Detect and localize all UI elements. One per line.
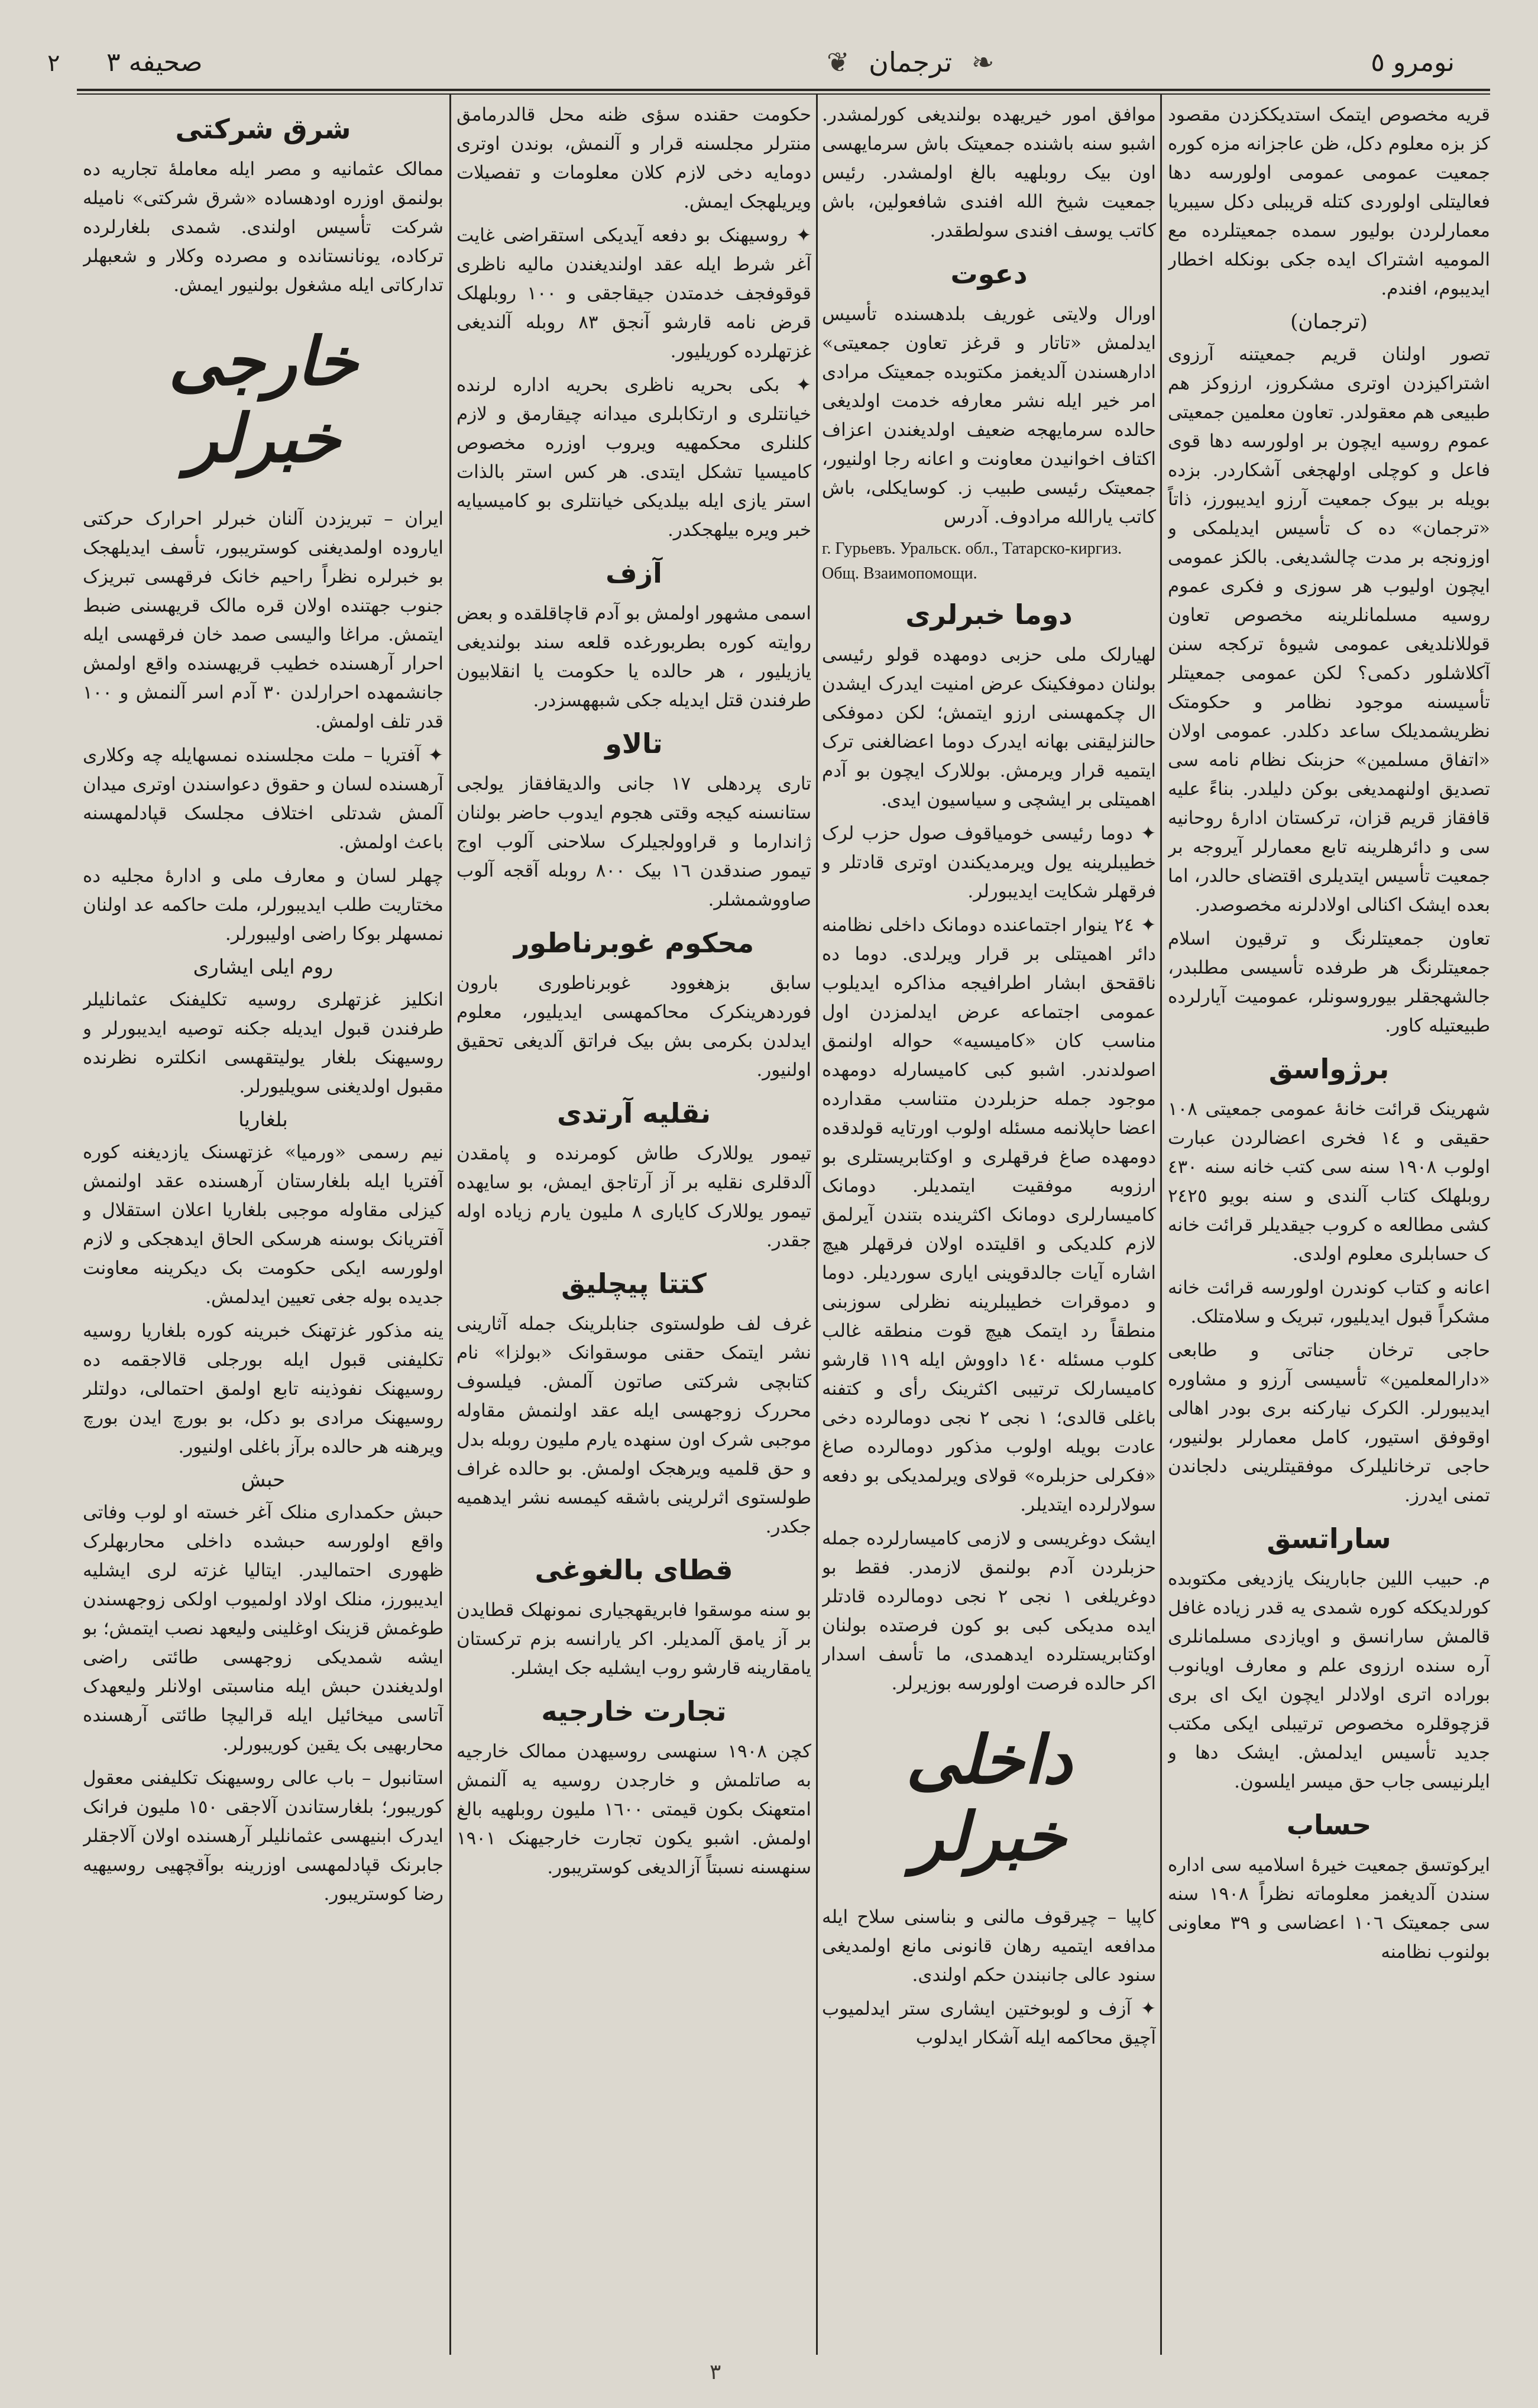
article-paragraph: م. حبیب اللین جابارینک یازدیغی مکتوبده کورلدیککه کوره شمدی یه قدر زیاده غافل قالمش سارانسق و اویازدی مسلمانلری آره سنده ارزوی علم و معارف اویانوب بوراده اتری اولادلر ایچون ایک ای بری قزچوقلره مخصوص ترتیبلی ایکی مکتب جدید تأسیس ایدلمش. ایشک دها و ایلرنیسی جاب حق میسر ایلسون. bbox=[1168, 1568, 1490, 1792]
article-paragraph: سابق بزهغوود غوبرناطوری بارون فوردهرینکرک محاکمهسی ایدیلیور، معلوم ایدلدن بکرمی بش بیک فراتق آلدیغی تحقیق اولنیور. bbox=[456, 972, 811, 1081]
article-subheading: بلغاریا bbox=[238, 1108, 288, 1132]
column-4 bbox=[83, 101, 443, 2390]
article-paragraph: لهیارلک ملی حزبی دومهده قولو رئیسی بولنان دموفکینک عرض امنیت ایدرک ایشدن ال چکمهسنی ارزو ایتمش؛ لکن دموفکی حالنزلیقنی بهانه ایدرک دوما اعضالغنی ترک ایتمیه قرار ویرمش. بوللارک ایچون بو آدم اهمیتلی بر ایشچی و سیاسیون ایدی. bbox=[822, 644, 1156, 810]
header-rule bbox=[77, 89, 1490, 91]
article-subheading: (ترجمان) bbox=[1290, 310, 1368, 334]
page-corner-number: ٢ bbox=[47, 50, 60, 77]
article-paragraph: اسمی مشهور اولمش بو آدم قاچاقلقده و بعض روایته کوره بطربورغده قلعه سند بولندیغی یازیلیور ، هر حالده یا حکومت یا انقلابیون طرفندن قتل ایدیله جکی شبههسزدر. bbox=[456, 603, 811, 711]
column-divider bbox=[816, 95, 818, 2355]
article-heading: حساب bbox=[1286, 1809, 1372, 1841]
masthead-title-text: ترجمان bbox=[869, 46, 953, 78]
section-banner-heading: داخلی خبرلر bbox=[906, 1721, 1072, 1876]
issue-number: نومرو ٥ bbox=[1371, 47, 1455, 77]
article-heading: برژواسق bbox=[1268, 1053, 1390, 1085]
article-heading: ساراتسق bbox=[1267, 1523, 1391, 1554]
article-heading: دعوت bbox=[950, 258, 1028, 290]
article-paragraph: ✦ بکی بحریه ناظری بحریه اداره لرنده خیانتلری و ارتکابلری میدانه چیقارمق و لازم کلنلری محکمهیه ویروب اوزره مخصوص کامیسیا تشکل ایتدی. هر کس استر بالذات استر یازی ایله بیلدیکی خیانتلری بو کامیسیایه خبر ویره بیلهجکدر. bbox=[456, 374, 811, 541]
article-paragraph: غرف لف طولستوی جنابلرینک جمله آثارینی نشر ایتمک حقنی موسقوانک «بولزا» نام کتابچی شرکتی صاتون آلمش. فیلسوف محررک زوجهسی ایله عقد اولنمش مقاوله موجبی شرک اون سنهده یارم ملیون روبله بدل و حق قلمیه ویرهجک اولمش. بو حالده غراف طولستوی اثرلرینی باشقه کیمسه نشر ایدهمیه جکدر. bbox=[456, 1313, 811, 1537]
column-2 bbox=[822, 101, 1156, 2390]
article-paragraph: چهلر لسان و معارف ملی و ادارهٔ مجلیه ده مختاریت طلب ایدیبورلر، ملت حاکمه عد اولنان نمسهلر بوکا راضی اولیبورلر. bbox=[83, 865, 443, 945]
article-paragraph: تاری پردهلی ۱۷ جانی والدیقافقاز یولجی ستانسنه کیجه وقتی هجوم ایدوب حاضر بولنان ژاندارما و قراوولجیلرک سلاحنی آلوب اوج تیمور صندقدن ۱٦ بیک ۸۰۰ روبله آقجه آلوب صاووشمشلر. bbox=[456, 773, 811, 910]
article-paragraph: ایشک دوغریسی و لازمی کامیسارلرده جمله حزبلردن آدم بولنمق لازمدر. فقط بو دوغریلغی ۱ نجی ۲ نجی دومالرده قادتلر ایده مدیکی کبی بو کون فرصتده بولنان اوکتابریستلرده ایدهمدی، ما تأسف اسدار اکر حالده فرصت اولورسه بوزیرلر. bbox=[822, 1528, 1156, 1694]
article-paragraph: قریه مخصوص ایتمک استدیککزدن مقصود کز بزه معلوم دکل، ظن عاجزانه مزه کوره جمعیت عمومی عمومی اولورسه دها فعالیتلی اولوردی کتله قریبلی دکل سیبریا معمارلردن بولیور سمده جمعیتلرده مع المومیه اشتراک ایده جکی بونکله اخطار ایدیبوم، افندم. bbox=[1168, 104, 1490, 299]
article-heading: تالاو bbox=[605, 728, 663, 759]
article-heading: شرق شرکتی bbox=[175, 113, 351, 145]
ornament-left-icon: ❦ bbox=[827, 46, 850, 78]
article-paragraph: اعانه و کتاب کوندرن اولورسه قرائت خانه مشکراً قبول ایدیلیور، تبریک و سلامتلک. bbox=[1168, 1277, 1490, 1327]
article-paragraph: ایرکوتسق جمعیت خیرهٔ اسلامیه سی اداره سندن آلدیغمز معلوماته نظراً ۱۹۰۸ سنه سی جمعیتک ۱۰٦ اعضاسی و ۳۹ معاونی بولنوب نظامنه bbox=[1168, 1854, 1490, 1963]
article-paragraph: ممالک عثمانیه و مصر ایله معاملهٔ تجاریه ده بولنمق اوزره اودهساده «شرق شرکتی» نامیله شرکت تأسیس اولندی. شمدی بلغارلرده ترکاده، یونانستانده و مصرده وکلار و شعبهلر تدارکاتی ایله مشغول بولنیور ایمش. bbox=[83, 159, 443, 296]
article-paragraph: ینه مذکور غزتهنک خبرینه کوره بلغاریا روسیه تکلیفنی قبول ایله بورجلی قالاجقمه ده روسیهنک نفوذینه تابع اولمق احتمالی، دولتلر روسیهنک مرادی بو دکل، بو بورچ ایدن بورچ ویرهنه هر حالده برآز باغلی اولنیور. bbox=[83, 1320, 443, 1457]
article-paragraph: حبش حکمداری منلک آغر خسته او لوب وفاتی واقع اولورسه حبشده داخلی محاربهلرک ظهوری احتمالیدر. ایتالیا غزته لری ایشلیه ایدیبورز، منلک اولاد اولمیوب اولکی زوجهسندن طوغمش قزینک اوغلینی ولیعهد نصب ایتمش؛ بو ایشه شمدیکی زوجهسی طائتی راضی اولدیغندن حبش ایله مناسبتی اولانلر ولیعهدک آتاسی میخائیل ایله قرالیچا طائتی آرهسنده محاربهیی بک یقین کوریبورلر. bbox=[83, 1502, 443, 1755]
ornament-right-icon: ❧ bbox=[971, 46, 995, 78]
header-rule-thin bbox=[77, 93, 1490, 95]
footer-page-number: ٣ bbox=[710, 2360, 721, 2384]
article-paragraph: تیمور یوللارک طاش کومرنده و پامقدن آلدقلری نقلیه بر آز آرتاجق ایمش، بو سایهده تیمور یوللارک کایاری ۸ ملیون یارم زیاده اوله جقدر. bbox=[456, 1143, 811, 1251]
section-banner-heading: خارجی خبرلر bbox=[168, 323, 358, 477]
article-heading: آزف bbox=[606, 557, 662, 589]
article-paragraph: استانبول – باب عالی روسیهنک تکلیفنی معقول کوریبور؛ بلغارستاندن آلاجقی ۱٥۰ ملیون فرانک ایدرک ابنیهسی عثمانلیلر آرهسنده اولان آلاجقلر جابرنک قپادلمهسی اوزرینه بوآقچهیی روسیهیه رضا کوستریبور. bbox=[83, 1767, 443, 1905]
article-heading: قطای بالغوغی bbox=[535, 1554, 733, 1586]
article-paragraph: حکومت حقنده سؤی ظنه محل قالدرمامق منترلر مجلسنه قرار و آلنمش، بوندن اوتری دومایه دخی لازم کلان معلومات و تفصیلات ویریلهجک ایمش. bbox=[456, 104, 811, 212]
article-heading: نقلیه آرتدی bbox=[556, 1097, 711, 1129]
page-header bbox=[47, 41, 1490, 89]
article-paragraph: بو سنه موسقوا فابریقهجیاری نمونهلک قطایدن بر آز یامق آلمدیلر. اکر یارانسه بزم ترکستان یامقارینه قارشو روب ایشلیه جک ایشلر. bbox=[456, 1599, 811, 1679]
article-paragraph: تصور اولنان قریم جمعیتنه آرزوی اشتراکیزدن اوتری مشکروز، ارزوکز هم طبیعی هم معقولدر. تعاون معلمین جمعیتی عموم روسیه ایچون بر اولورسه دها قوی فاعل و کوچلی اولهجغی آشکاردر. بزده بویله بر بیوک جمعیت آرزو ایدیبورز، ذاتاً «ترجمان» ده ک تأسیس ایدیلمکی و اوزونجه بر مدت چالشدیغی. بالکز عمومی ایچون اولیوب هر سوزی و فکری عموم روسیه مسلمانلرینه مخصوص تعاون قوللانلدیغی عمومی شیوهٔ ترکجه سنن آکلاشلور دکمی؟ لکن عمومی جمعیتلر تأسیسنه موجود نظامر و حکومتک نظریشمدیلک ساعد دکلدر. عمومی اولان «اتفاق مسلمین» حزبنک نظام نامه سی تصدیق اولنهمدیغی بوکن دلیلدر. بناءً علیه قافقاز قریم قزان، ترکستان ادارهٔ روحانیه سی و دائرهلرینه تابع معمارلر آیروجه بر جمعیت تأسیس ایتدیلری اقتضای حالدر، اما بعده ایشک اکنالی اولادلرنه مخصوصدر. bbox=[1168, 344, 1490, 916]
column-1 bbox=[1168, 101, 1490, 2390]
article-paragraph: ✦ آزف و لوبوختین ایشاری ستر ایدلمیوب آچیق محاکمه ایله آشکار ایدلوب bbox=[822, 1998, 1156, 2048]
article-paragraph: ✦ روسیهنک بو دفعه آیدیکی استقراضی غایت آغر شرط ایله عقد اولندیغندن مالیه ناظری قوقوفجف خدمتدن جیقاجقی و ۱۰۰ روبلهلک قرض نامه قارشو آنجق ۸۳ روبله آلندیغی غزتهلرده کوریلیور. bbox=[456, 225, 811, 362]
article-paragraph: کچن ۱۹۰۸ سنهسی روسیهدن ممالک خارجیه به صاتلمش و خارجدن روسیه یه آلنمش امتعهنک بکون قیمتی ۱٦۰۰ ملیون روبلهیه بالغ اولمش. اشبو یکون تجارت خارجیهنک ۱۹۰۱ سنهسنه نسبتاً آزالدیغی کوستریبور. bbox=[456, 1741, 811, 1878]
page-label: صحیفه ٣ bbox=[106, 47, 203, 77]
article-subheading: حبش bbox=[241, 1468, 286, 1492]
article-paragraph: ✦ ۲٤ ینوار اجتماعنده دومانک داخلی نظامنه دائر اهمیتلی بر قرار ویرلدی. دوما ده ناققحق ابشار اطرافیجه مذاکره ایدیلوب عمومی اجتماعه عرض ایدلمزدن اول مناسب کان «کامیسیه» حواله اولنمق اصولدندر. اشبو کبی کامیسارله دومهده موجود جمله حزبلردن متناسب مقدارده اعضا حاپلانمه مسئله اولوب اورتایه قولدقده دومهده صاغ فرقهلری و اوکتابریستلری بو ارزوبه موفقیت ایتمدیلر. دومانک کامیسارلری دومانک اکثرینده بتندن آیرلمق لازم کلدیکی و اقلیتده اولان فرقهلر هیچ اشاره آیات جالدقوینی ایاری سوردیلر. دوما و دموقرات خطیبلرینه نظرلی سوزبنی منطقاً رد ایتمک هیچ قوت منطقه غالب کلوب مسئله ۱٤۰ داووش ایله ۱۱۹ قارشو کامیسارلک ترتیبی اکثرینک رأی و کتفنه باغلی قالدی؛ ۱ نجی ۲ نجی دومالرده دخی عادت بویله اولوب مذکور دومالرده صاغ «فکرلی حزبلره» قولای ویرلمدیکی بو دفعه سولارلرده ایتدیلر. bbox=[822, 914, 1156, 1515]
article-paragraph: شهرینک قرائت خانهٔ عمومی جمعیتی ۱۰۸ حقیقی و ۱٤ فخری اعضالردن عبارت اولوب ۱۹۰۸ سنه سی کتب خانه سنه ٤۳۰ روبلهلک کتاب آلندی و سنه بویو ۲٤۲٥ کشی مطالعه ه کروب جیقدیلر قرائت خانه ک حسابلری معلوم اولدی. bbox=[1168, 1098, 1490, 1265]
article-paragraph: ✦ دوما رئیسی خومیاقوف صول حزب لرک خطیبلرینه یول ویرمدیکندن اوتری قادتلر و فرقهلر شکایت ایدیبورلر. bbox=[822, 823, 1156, 902]
article-paragraph: تعاون جمعیتلرنگ و ترقیون اسلام جمعیتلرنگ هر طرفده تأسیسی مطلبدر، جالشهجقلر بیوروسونلر، عمومیت آیارلرده طبیعتیله کاور. bbox=[1168, 928, 1490, 1036]
article-subheading: روم ایلی ایشاری bbox=[193, 955, 333, 979]
masthead-title bbox=[816, 46, 1005, 78]
article-heading: کتتا پیچلیق bbox=[561, 1268, 707, 1300]
article-paragraph: ایران – تبریزدن آلنان خبرلر احرارک حرکتی ایاروده اولمدیغنی کوستریبور، تأسف ایدیلهجک بو خبرلره نظراً راحیم خانک فرقهسی تبریزک جنوب جهتنده اولان قره مالک قریهسنی ضبط ایتمش. مراغا والیسی صمد خان فرقهسی ایله احرار آرهسنده خطیب قریهسنده واقع اولمش جانشمهده احرارلدن ۳۰ آدم اسر آلنمش و ۱۰۰ قدر تلف اولمش. bbox=[83, 508, 443, 732]
article-paragraph: ✦ آفتریا – ملت مجلسنده نمسهایله چه وکلاری آرهسنده لسان و حقوق دعواسندن اوتری میدان آلمش شدتلی اختلاف مجلسک قپادلمهسنه باعث اولمش. bbox=[83, 745, 443, 853]
article-heading: دوما خبرلری bbox=[905, 599, 1073, 631]
column-divider bbox=[1160, 95, 1162, 2355]
article-paragraph: نیم رسمی «ورمیا» غزتهسنک یازدیغنه کوره آفتریا ایله بلغارستان آرهسنده عقد اولنمش کیزلی مقاوله موجبی بلغاریا اعلان استقلال و آفتریانک بوسنه هرسکی الحاق ایدهجکی و لازم اولورسه ایکی حکومت بک دیکرینه معاونت جدیده بوله جغی تعیین ایدلمش. bbox=[83, 1142, 443, 1308]
article-paragraph: انکلیز غزتهلری روسیه تکلیفنک عثمانلیلر طرفندن قبول ایدیله جکنه توصیه ایدیبورلر و روسیهنک بلغار یولیتقهسی انکلتره نظرنده مقبول اولدیغنی سویلیورلر. bbox=[83, 989, 443, 1097]
article-paragraph: کاپیا – چیرقوف مالنی و بناسنی سلاح ایله مدافعه ایتمیه رهان قانونی مانع اولمدیغی سنود عالی جانبندن حکم اولندی. bbox=[822, 1906, 1156, 1986]
latin-address: г. Гурьевъ. Уральск. обл., Татарско-киргиз. Общ. Взаимопомощи. bbox=[822, 539, 1122, 583]
column-divider bbox=[449, 95, 451, 2355]
article-heading: تجارت خارجیه bbox=[541, 1695, 727, 1727]
article-paragraph: حاجی ترخان جناتی و طابعی «دارالمعلمین» تأسیسی آرزو و مشاوره ایدیبورلر. الکرک نیارکنه بری بودر اهالی اوقوفق استیور، کامل معمارلر بولنیور، حاجی ترخانلیلرک موفقیتلرینی دلجاندن تمنی ایدرز. bbox=[1168, 1340, 1490, 1506]
article-paragraph: اورال ولایتی غوریف بلدهسنده تأسیس ایدلمش «تاتار و قرغز تعاون جمعیتی» ادارهسندن آلدیغمز مکتوبده جمعیتک مرادی امر خیر ایله نشر معارفه خدمت اولدیغی حالده سرمایهجه ضعیف اولدیغندن اعزاف اکتاف اخوانیدن معاونت و اعانه رجا اولنیور، جمعیتک رئیسی طبیب ز. کوسایکلی، باش کاتب یارالله مرادوف. آدرس bbox=[822, 303, 1156, 528]
article-paragraph: موافق امور خیریهده بولندیغی کورلمشدر. اشبو سنه باشنده جمعیتک باش سرمایهسی اون بیک روبلهیه بالغ اولمشدر. رئیس جمعیت شیخ الله افندی شافعولین، باش کاتب یوسف افندی سولطقدر. bbox=[822, 104, 1156, 241]
column-3 bbox=[456, 101, 811, 2390]
article-heading: محکوم غوبرناطور bbox=[513, 927, 755, 959]
